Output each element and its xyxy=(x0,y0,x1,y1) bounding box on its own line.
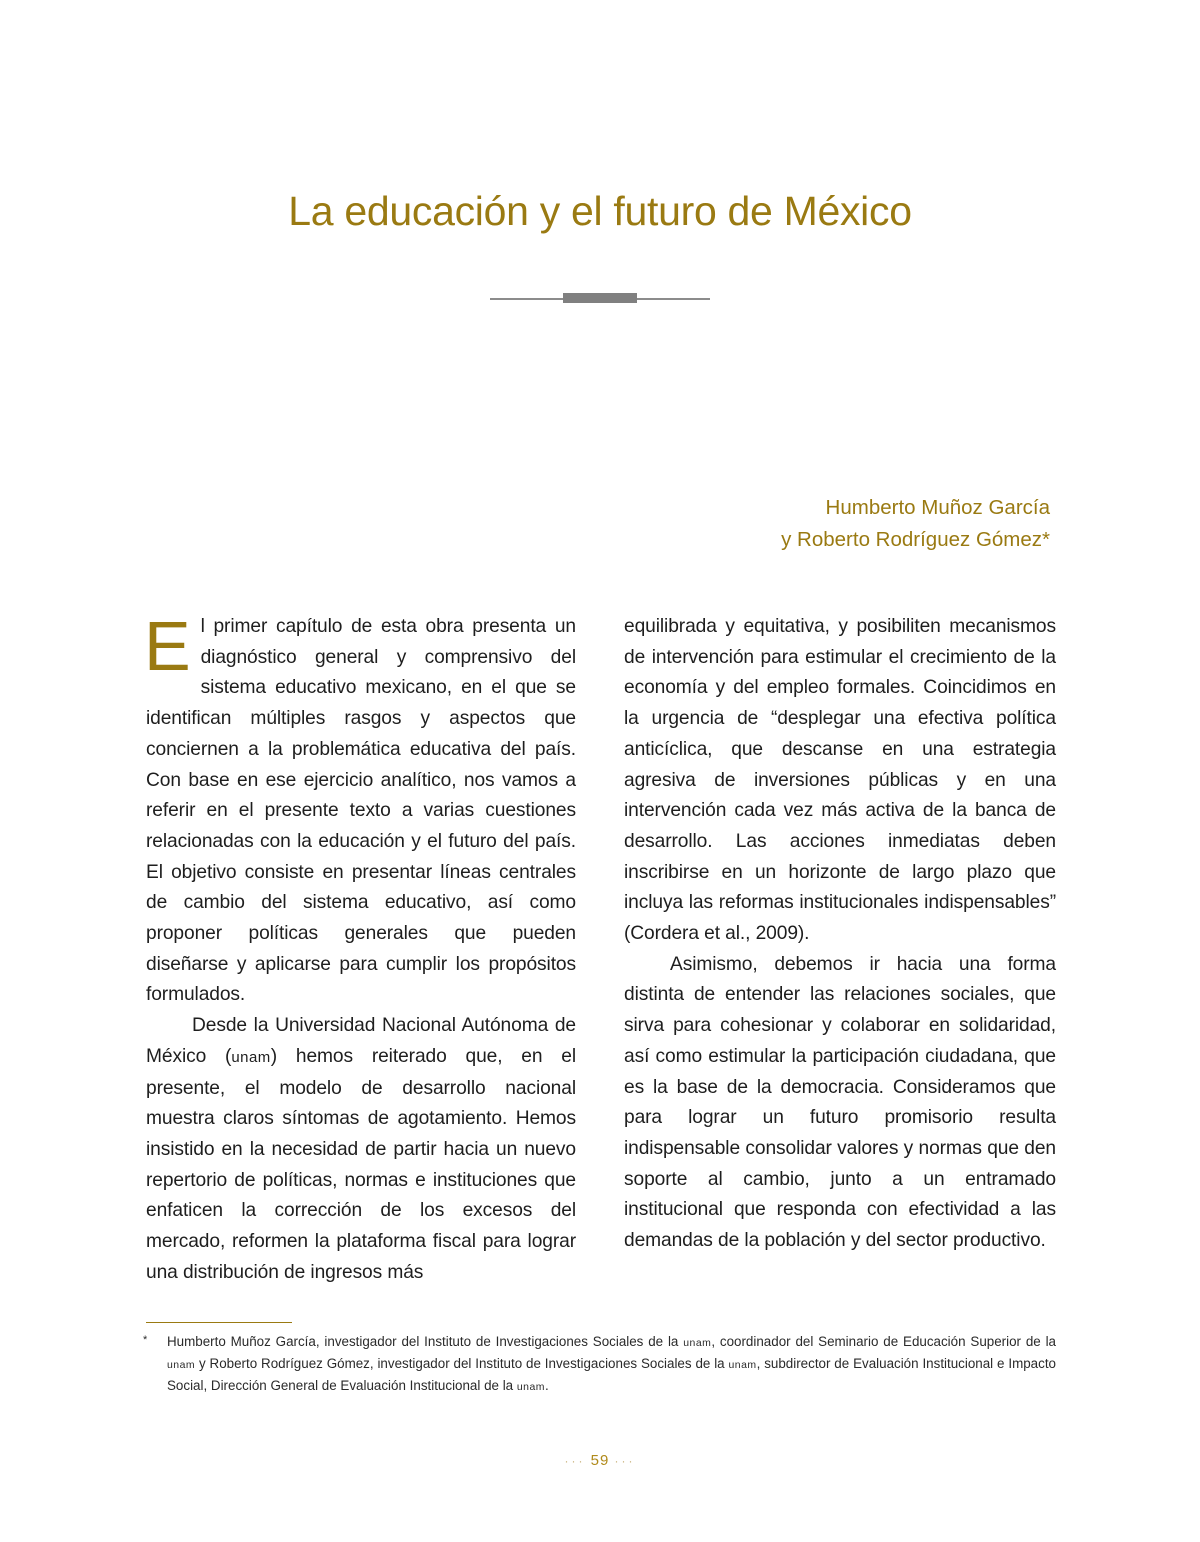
paragraph-1-text: l primer capítulo de esta obra presenta un diagnóstico general y comprensivo del sistema educativo mexicano, en el que se identifican múltiples rasgos y aspectos que conciernen a la problemática educativa del país. Con base en ese ejercicio analítico, nos vamos a referir en el presente texto a varias cuestiones relacionadas con la educación y el futuro del país. El objetivo consiste en presentar líneas centrales de cambio del sistema educativo, así como proponer políticas generales que pueden diseñarse y aplicarse para cumplir los propósitos formulados. xyxy=(146,616,576,1006)
footnote-seg-1: Humberto Muñoz García, investigador del Instituto de Investigaciones Sociales de la xyxy=(167,1334,684,1349)
page-number-dots-right: ··· xyxy=(614,1454,636,1468)
footnote-marker: * xyxy=(143,1334,148,1346)
author-line-2: y Roberto Rodríguez Gómez* xyxy=(781,528,1050,551)
title-divider-bar xyxy=(563,293,637,303)
paragraph-3: equilibrada y equitativa, y posibiliten mecanismos de intervención para estimular el crecimiento de la economía y del empleo formales. Coincidimos en la urgencia de “desplegar una efectiva política anticíclica, que descanse en una estrategia agresiva de inversiones públicas y en una intervención cada vez más activa de la banca de desarrollo. Las acciones inmediatas deben inscribirse en un horizonte de largo plazo que incluya las reformas institucionales indispensables” (Cordera et al., 2009). xyxy=(624,616,1056,945)
drop-cap: E xyxy=(144,607,191,685)
abbr-unam: unam xyxy=(231,1048,271,1066)
footnote-abbr-3: unam xyxy=(728,1360,757,1371)
page-title: La educación y el futuro de México xyxy=(288,188,912,234)
authors-block xyxy=(781,492,1050,556)
footnote-seg-5: . xyxy=(544,1378,549,1393)
right-column xyxy=(624,612,1056,1257)
footnote xyxy=(143,1332,1056,1398)
footnote-abbr-4: unam xyxy=(516,1382,545,1393)
paragraph-2 xyxy=(146,1011,576,1288)
footnote-abbr-1: unam xyxy=(683,1338,712,1349)
paragraph-4: Asimismo, debemos ir hacia una forma distinta de entender las relaciones sociales, que sirva para cohesionar y colaborar en solidaridad, así como estimular la participación ciudadana, que es la base de la democracia. Consideramos que para lograr un futuro promisorio resulta indispensable consolidar valores y normas que den soporte al cambio, junto a un entramado institucional que responda con efectividad a las demandas de la población y del sector productivo. xyxy=(624,953,1056,1252)
paragraph-2-text-b: ) hemos reiterado que, en el presente, el modelo de desarrollo nacional muestra claros síntomas de agotamiento. Hemos insistido en la necesidad de partir hacia un nuevo repertorio de políticas, normas e instituciones que enfaticen la corrección de los excesos del mercado, reformen la plataforma fiscal para lograr una distribución de ingresos más xyxy=(146,1045,576,1283)
footnote-abbr-2: unam xyxy=(167,1360,196,1371)
page-number xyxy=(0,1452,1200,1469)
paragraph-2-text-a: Desde la Universidad Nacional Autónoma de México ( xyxy=(146,1015,576,1067)
paragraph-1 xyxy=(144,607,576,1011)
footnote-seg-3: y Roberto Rodríguez Gómez, investigador del Instituto de Investigaciones Sociales de la xyxy=(195,1356,729,1371)
page-number-dots-left: ··· xyxy=(564,1454,586,1468)
footnote-seg-2: , coordinador del Seminario de Educación Superior de la xyxy=(711,1334,1056,1349)
author-line-1: Humberto Muñoz García xyxy=(825,496,1050,519)
left-column xyxy=(144,607,576,1288)
footnote-divider xyxy=(146,1322,292,1323)
footnote-seg-4: , subdirector de Evaluación Institucional e Impacto Social, Dirección General de Evaluación Institucional de la xyxy=(167,1356,1056,1393)
footnote-text xyxy=(146,1332,1056,1398)
page-number-value: 59 xyxy=(590,1452,610,1469)
